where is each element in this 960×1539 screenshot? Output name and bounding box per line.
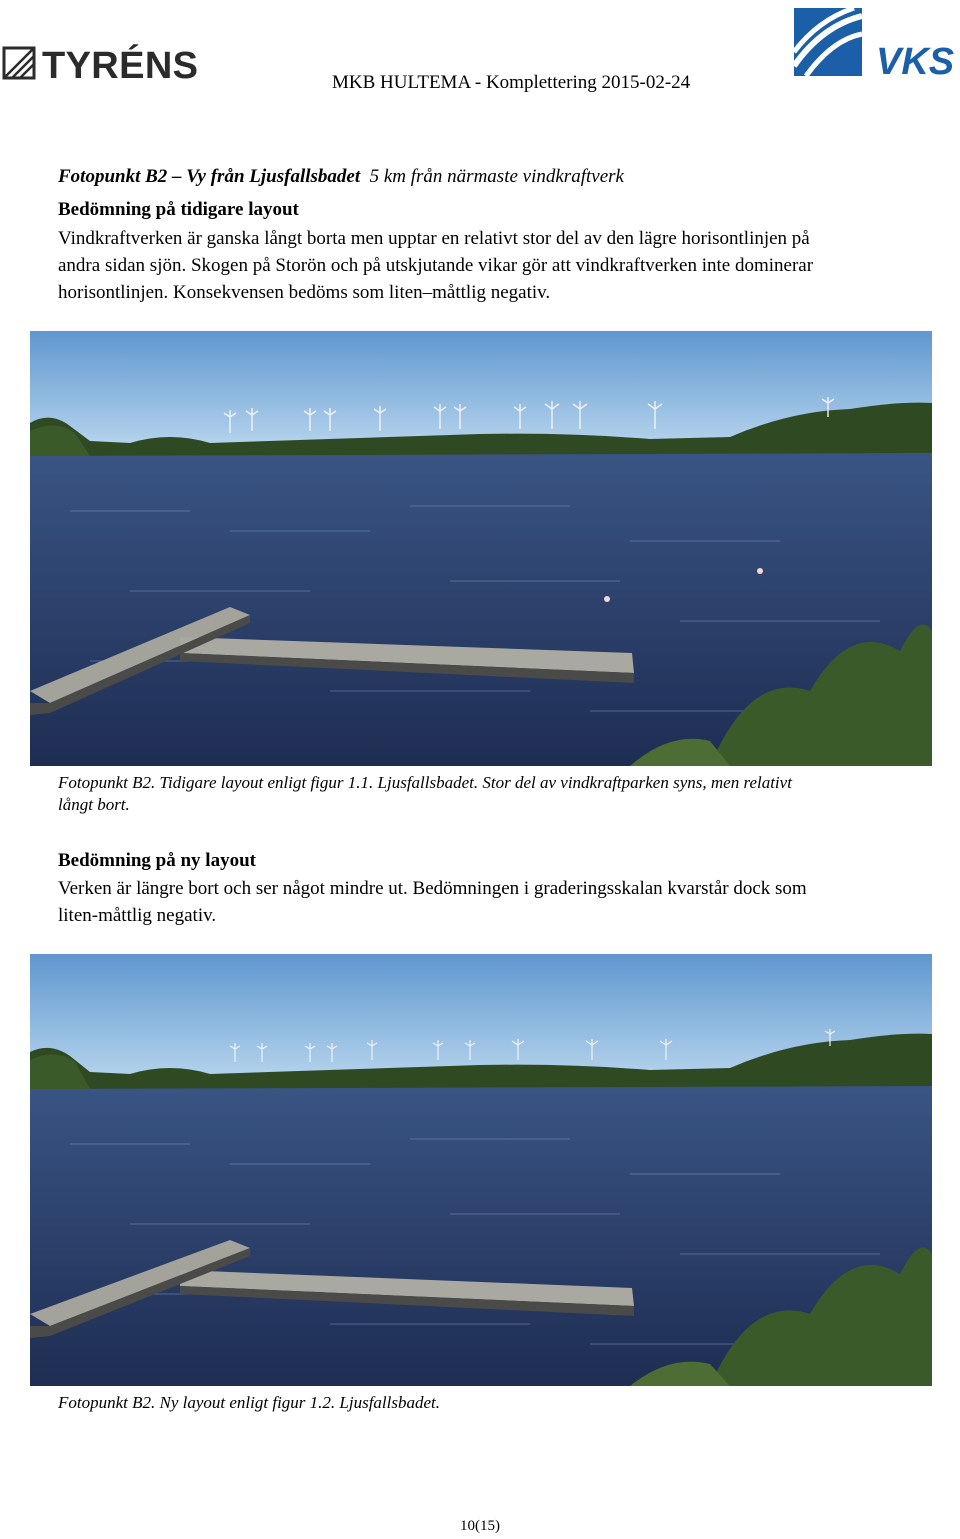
lake-photo-new-layout bbox=[30, 954, 932, 1386]
text-line: liten-måttlig negativ. bbox=[58, 905, 217, 926]
tyrens-logo bbox=[2, 44, 202, 84]
previous-assessment-heading: Bedömning på tidigare layout bbox=[58, 199, 299, 220]
text-line: Vindkraftverken är ganska långt borta men upptar en relativt stor del av den lägre horisontlinjen på bbox=[58, 228, 810, 249]
previous-assessment-text bbox=[58, 225, 813, 306]
vks-logo bbox=[792, 6, 956, 80]
photo-caption-previous bbox=[58, 772, 792, 816]
section-subtitle: 5 km från närmaste vindkraftverk bbox=[369, 166, 624, 187]
lake-photo-previous-layout bbox=[30, 331, 932, 766]
section-title-text: Fotopunkt B2 – Vy från Ljusfallsbadet bbox=[58, 166, 361, 187]
caption-line: Fotopunkt B2. Tidigare layout enligt figur 1.1. Ljusfallsbadet. Stor del av vindkraftparken syns, men relativt bbox=[58, 773, 792, 792]
new-assessment-text bbox=[58, 875, 807, 929]
text-line: horisontlinjen. Konsekvensen bedöms som liten–måttlig negativ. bbox=[58, 282, 551, 303]
text-line: andra sidan sjön. Skogen på Storön och på utskjutande vikar gör att vindkraftverken inte dominerar bbox=[58, 255, 814, 276]
document-title: MKB HULTEMA - Komplettering 2015-02-24 bbox=[332, 72, 691, 93]
vks-logo-text: VKS bbox=[876, 41, 955, 80]
photo-caption-new: Fotopunkt B2. Ny layout enligt figur 1.2. Ljusfallsbadet. bbox=[58, 1393, 441, 1412]
page-number: 10(15) bbox=[460, 1518, 500, 1534]
tyrens-logo-text: TYRÉNS bbox=[42, 45, 198, 84]
new-assessment-heading: Bedömning på ny layout bbox=[58, 850, 256, 871]
text-line: Verken är längre bort och ser något mindre ut. Bedömningen i graderingsskalan kvarstår dock som bbox=[58, 878, 807, 899]
section-title bbox=[58, 166, 624, 188]
caption-line: långt bort. bbox=[58, 795, 130, 814]
